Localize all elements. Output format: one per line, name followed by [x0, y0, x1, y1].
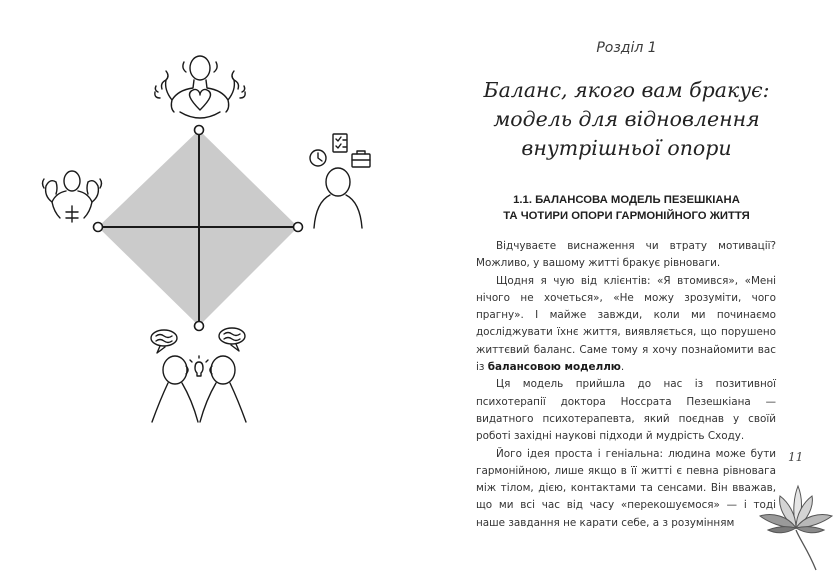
- balance-model-term: балансовою моделлю: [487, 361, 621, 374]
- right-page: [418, 0, 835, 571]
- chapter-title-line-2: модель для відновлення: [493, 107, 760, 131]
- lotus-icon: [756, 468, 835, 571]
- flexing-body-icon: [43, 171, 102, 222]
- node-right: [294, 223, 303, 232]
- body-text: [476, 238, 776, 532]
- paragraph-4: Його ідея проста і геніальна: людина може бути гармонійною, лише якщо в її житті є певна рівновага між тілом, дією, контактами та сенсами. Він вважав, що ми всі час від часу «перекошуємося» — і тоді наше завдання не карати себе, а з розумінням: [476, 447, 776, 529]
- paragraph-2-text: Щодня я чую від клієнтів: «Я втомився», «Мені нічого не хочеться», «Не можу зрозуміти, чого прагну». І майже завжди, коли ми починаємо досліджувати їхнє життя, виявляється, що порушено життєвий баланс. Саме тому я хочу познайомити вас із: [476, 274, 776, 374]
- paragraph-2: [476, 273, 776, 377]
- node-left: [94, 223, 103, 232]
- section-title-line-1: 1.1. БАЛАНСОВА МОДЕЛЬ ПЕЗЕШКІАНА: [513, 194, 740, 206]
- section-title: [488, 193, 765, 224]
- chapter-label: Розділ 1: [596, 40, 657, 56]
- paragraph-1: Відчуваєте виснаження чи втрату мотивації? Можливо, у вашому житті бракує рівноваги.: [476, 240, 776, 270]
- chapter-title-line-1: Баланс, якого вам бракує:: [483, 78, 770, 102]
- node-top: [195, 126, 204, 135]
- person-heart-icon: [155, 56, 245, 118]
- page-number: 11: [788, 450, 804, 464]
- section-title-line-2: ТА ЧОТИРИ ОПОРИ ГАРМОНІЙНОГО ЖИТТЯ: [503, 209, 750, 222]
- two-people-talking-lightbulb-icon: [151, 328, 246, 422]
- paragraph-3: Ця модель прийшла до нас із позитивної психотерапії доктора Носсрата Пезешкіана — видатного психотерапевта, який поєднав у своїй роботі західні наукові підходи й мудрість Сходу.: [476, 378, 776, 443]
- paragraph-2-end: .: [620, 361, 625, 374]
- node-bottom: [195, 322, 204, 331]
- person-clock-checklist-briefcase-icon: [310, 134, 370, 228]
- chapter-title-line-3: внутрішньої опори: [521, 136, 732, 160]
- chapter-title: [468, 76, 785, 163]
